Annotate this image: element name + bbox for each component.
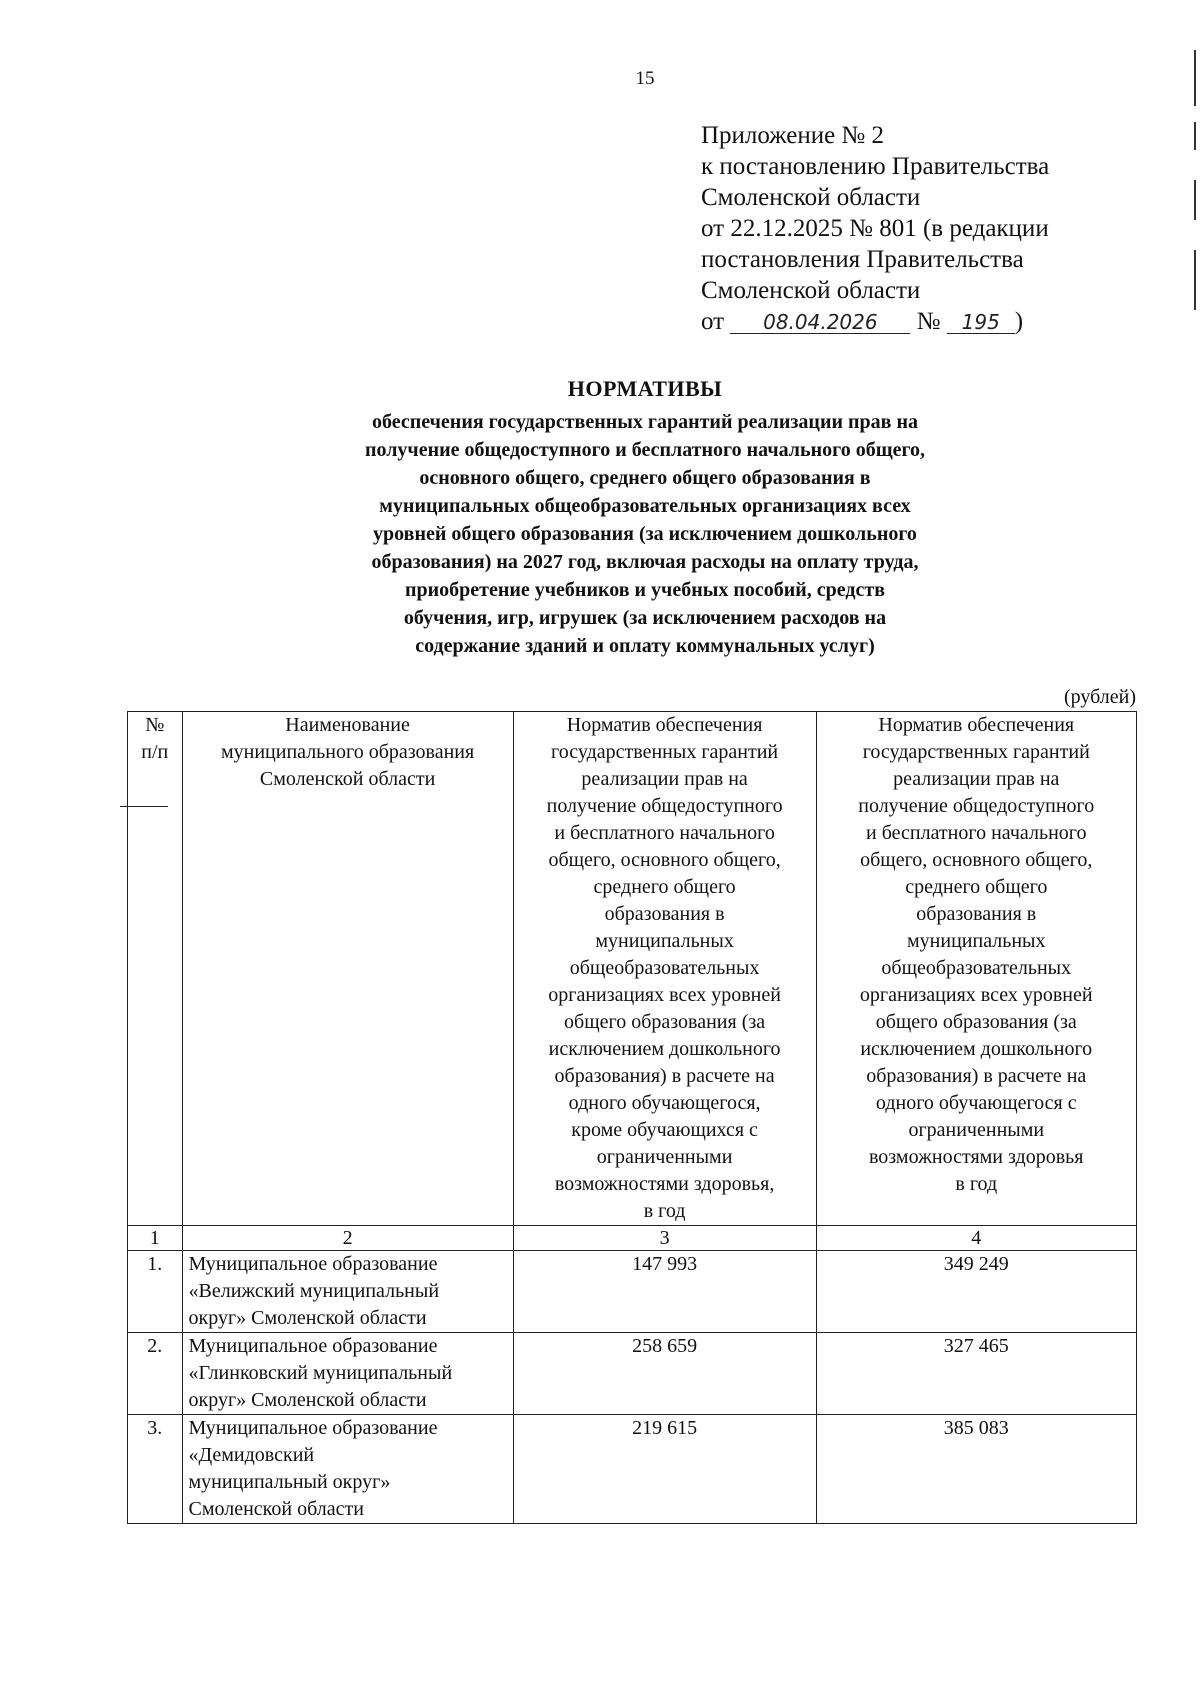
header-row <box>128 712 1137 1226</box>
date-prefix: от <box>701 308 725 335</box>
name-line: Смоленской области <box>188 1498 364 1520</box>
header-line: исключением дошкольного <box>860 1038 1093 1060</box>
name-line: муниципальный округ» <box>188 1471 391 1493</box>
header-line: кроме обучающихся с <box>571 1119 758 1141</box>
norm-regular-value: 258 659 <box>513 1333 816 1415</box>
column-number: 1 <box>128 1226 183 1251</box>
header-line: и бесплатного начального <box>554 822 775 844</box>
header-line: общеобразовательных <box>881 957 1072 979</box>
header-line: общего образования (за <box>875 1011 1077 1033</box>
header-line: образования) в расчете на <box>554 1065 775 1087</box>
norm-disabled-value: 385 083 <box>816 1415 1136 1524</box>
row-index: 1. <box>128 1251 183 1333</box>
header-line: образования в <box>604 903 725 925</box>
norm-disabled-value: 349 249 <box>816 1251 1136 1333</box>
header-line: муниципального образования <box>220 741 475 763</box>
appendix-line: Смоленской области <box>701 184 921 211</box>
header-line: ограниченными <box>596 1146 733 1168</box>
municipality-name <box>182 1251 513 1333</box>
page-number: 15 <box>635 68 655 89</box>
header-index <box>128 712 183 1226</box>
subtitle-line: приобретение учебников и учебных пособий, средств <box>404 579 886 601</box>
name-line: «Глинковский муниципальный <box>188 1362 453 1384</box>
header-norm-disabled <box>816 712 1136 1226</box>
column-number: 3 <box>513 1226 816 1251</box>
name-line: «Демидовский <box>188 1444 315 1466</box>
header-line: одного обучающегося с <box>875 1092 1077 1114</box>
subtitle-line: содержание зданий и оплату коммунальных услуг) <box>415 635 875 657</box>
column-number: 2 <box>182 1226 513 1251</box>
scan-edge-mark <box>1194 50 1196 106</box>
name-line: Муниципальное образование <box>188 1417 438 1439</box>
number-label: № <box>916 308 941 335</box>
document-title <box>250 376 1040 660</box>
table-row <box>128 1333 1137 1415</box>
header-line: получение общедоступного <box>546 795 783 817</box>
name-line: «Велижский муниципальный <box>188 1280 440 1302</box>
header-line: и бесплатного начального <box>866 822 1087 844</box>
subtitle-line: муниципальных общеобразовательных организациях всех <box>379 495 911 517</box>
municipality-name <box>182 1333 513 1415</box>
closing-paren: ) <box>1014 308 1024 335</box>
column-number: 4 <box>816 1226 1136 1251</box>
header-municipality <box>182 712 513 1226</box>
header-line: организациях всех уровней <box>548 984 781 1006</box>
header-line: реализации прав на <box>581 768 748 790</box>
subtitle-line: получение общедоступного и бесплатного начального общего, <box>364 439 926 461</box>
header-line: в год <box>643 1200 686 1222</box>
header-line: реализации прав на <box>893 768 1060 790</box>
header-line: п/п <box>141 741 169 763</box>
name-line: Муниципальное образование <box>188 1335 438 1357</box>
header-line: одного обучающегося, <box>568 1092 761 1114</box>
header-line: Норматив обеспечения <box>878 714 1075 736</box>
header-line: среднего общего <box>905 876 1048 898</box>
column-number-row <box>128 1226 1137 1251</box>
scan-edge-mark <box>1194 122 1196 150</box>
header-line: государственных гарантий <box>862 741 1090 763</box>
row-index: 3. <box>128 1415 183 1524</box>
name-line: округ» Смоленской области <box>188 1389 427 1411</box>
scan-edge-mark <box>1194 180 1196 220</box>
subtitle-line: уровней общего образования (за исключением дошкольного <box>373 523 917 545</box>
appendix-line: от 22.12.2025 № 801 (в редакции <box>701 215 1049 242</box>
norms-table <box>127 711 1137 1524</box>
header-line: исключением дошкольного <box>548 1038 781 1060</box>
appendix-line: к постановлению Правительства <box>701 153 1050 180</box>
header-line: Норматив обеспечения <box>566 714 763 736</box>
units-label: (рублей) <box>1063 686 1136 708</box>
header-line: получение общедоступного <box>858 795 1095 817</box>
name-line: Муниципальное образование <box>188 1253 438 1275</box>
header-line: образования) в расчете на <box>866 1065 1087 1087</box>
handwritten-number: 195 <box>947 311 1015 334</box>
header-line: № <box>145 714 165 736</box>
header-line: ограниченными <box>908 1119 1045 1141</box>
header-line: возможностями здоровья <box>869 1146 1084 1168</box>
municipality-name <box>182 1415 513 1524</box>
header-line: общего, основного общего, <box>860 849 1093 871</box>
subtitle-line: образования) на 2027 год, включая расходы на оплату труда, <box>371 551 919 573</box>
norm-regular-value: 219 615 <box>513 1415 816 1524</box>
header-line: общего образования (за <box>564 1011 766 1033</box>
header-norm-regular <box>513 712 816 1226</box>
header-line: образования в <box>916 903 1037 925</box>
subtitle-line: обеспечения государственных гарантий реализации прав на <box>372 411 918 433</box>
handwritten-date: 08.04.2026 <box>730 311 910 334</box>
norm-regular-value: 147 993 <box>513 1251 816 1333</box>
header-line: Наименование <box>285 714 410 736</box>
appendix-line: постановления Правительства <box>701 246 1024 273</box>
row-index: 2. <box>128 1333 183 1415</box>
name-line: округ» Смоленской области <box>188 1307 427 1329</box>
scan-stray-line <box>120 806 168 807</box>
norm-disabled-value: 327 465 <box>816 1333 1136 1415</box>
header-line: общеобразовательных <box>569 957 760 979</box>
header-line: государственных гарантий <box>551 741 779 763</box>
appendix-date-line <box>701 306 1049 337</box>
header-line: среднего общего <box>593 876 736 898</box>
title-main: НОРМАТИВЫ <box>567 376 723 401</box>
table-row <box>128 1415 1137 1524</box>
header-line: общего, основного общего, <box>548 849 781 871</box>
header-line: организациях всех уровней <box>859 984 1093 1006</box>
subtitle-line: обучения, игр, игрушек (за исключением расходов на <box>403 607 887 629</box>
title-subtitle <box>250 408 1040 660</box>
appendix-line: Приложение № 2 <box>701 122 885 149</box>
header-line: в год <box>955 1173 998 1195</box>
table-row <box>128 1251 1137 1333</box>
header-line: муниципальных <box>907 930 1046 952</box>
appendix-reference <box>701 120 1049 337</box>
appendix-line: Смоленской области <box>701 277 921 304</box>
header-line: возможностями здоровья, <box>554 1173 775 1195</box>
scan-edge-mark <box>1194 250 1196 310</box>
subtitle-line: основного общего, среднего общего образования в <box>419 467 871 489</box>
header-line: Смоленской области <box>259 768 436 790</box>
header-line: муниципальных <box>595 930 734 952</box>
